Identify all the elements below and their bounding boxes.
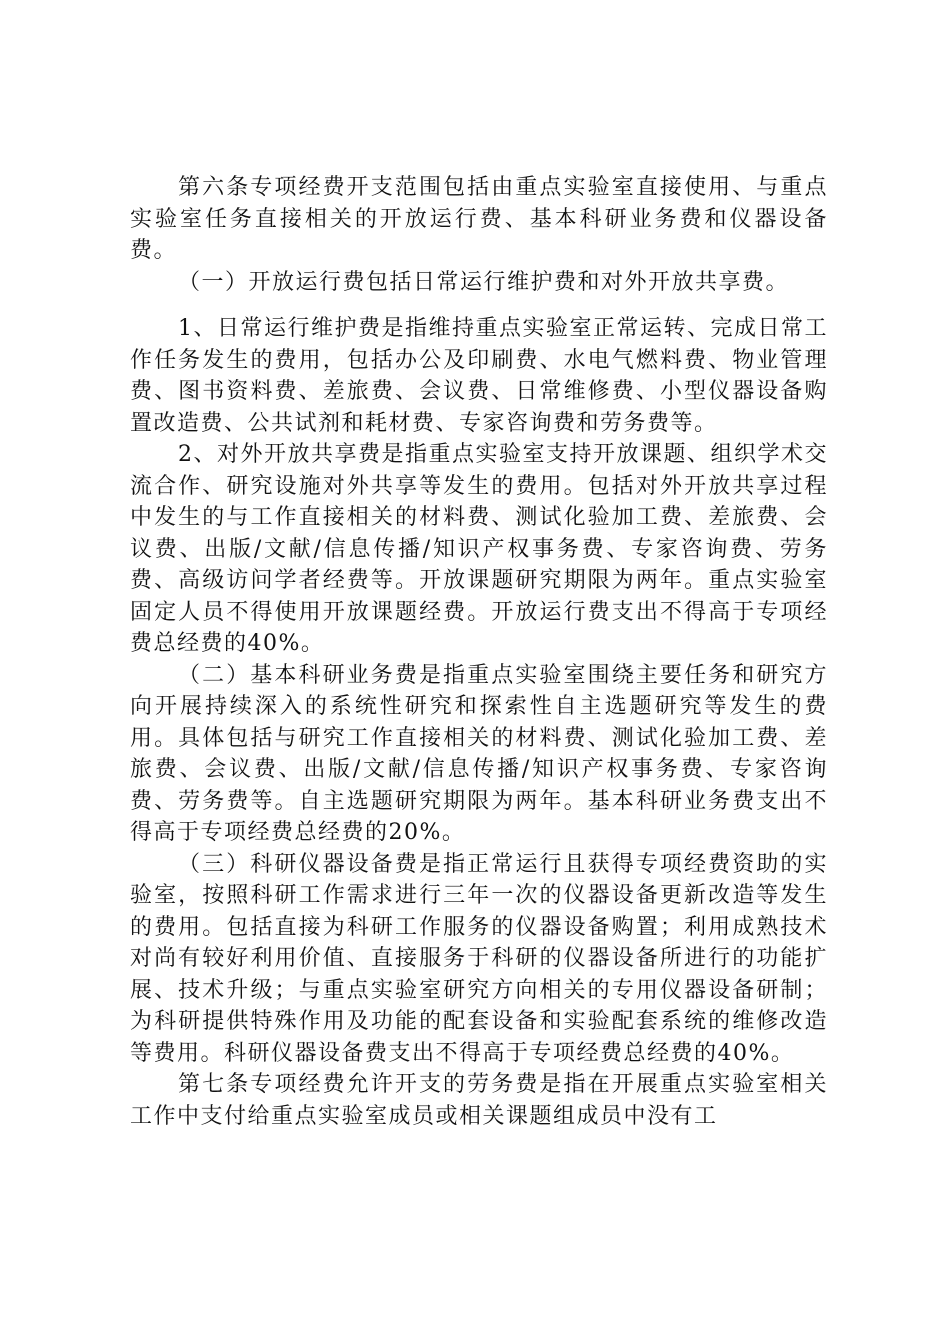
paragraph-article-7: 第七条专项经费允许开支的劳务费是指在开展重点实验室相关工作中支付给重点实验室成员或相关课题组成员中没有工 — [130, 1072, 828, 1129]
paragraph-section-1: （一）开放运行费包括日常运行维护费和对外开放共享费。 — [178, 269, 790, 295]
paragraph-article-6: 第六条专项经费开支范围包括由重点实验室直接使用、与重点实验室任务直接相关的开放运行费、基本科研业务费和仪器设备费。 — [130, 175, 828, 263]
paragraph-item-2-open-sharing: 2、对外开放共享费是指重点实验室支持开放课题、组织学术交流合作、研究设施对外共享等发生的费用。包括对外开放共享过程中发生的与工作直接相关的材料费、测试化验加工费、差旅费、会议费、出版/文献/信息传播/知识产权事务费、专家咨询费、劳务费、高级访问学者经费等。开放课题研究期限为两年。重点实验室固定人员不得使用开放课题经费。开放运行费支出不得高于专项经费总经费的40%。 — [130, 442, 828, 656]
paragraph-item-1-daily-maintenance: 1、日常运行维护费是指维持重点实验室正常运转、完成日常工作任务发生的费用，包括办公及印刷费、水电气燃料费、物业管理费、图书资料费、差旅费、会议费、日常维修费、小型仪器设备购置改造费、公共试剂和耗材费、专家咨询费和劳务费等。 — [130, 316, 828, 436]
paragraph-section-3: （三）科研仪器设备费是指正常运行且获得专项经费资助的实验室，按照科研工作需求进行三年一次的仪器设备更新改造等发生的费用。包括直接为科研工作服务的仪器设备购置；利用成熟技术对尚有较好利用价值、直接服务于科研的仪器设备所进行的功能扩展、技术升级；与重点实验室研究方向相关的专用仪器设备研制；为科研提供特殊作用及功能的配套设备和实验配套系统的维修改造等费用。科研仪器设备费支出不得高于专项经费总经费的40%。 — [130, 851, 828, 1066]
paragraph-section-2: （二）基本科研业务费是指重点实验室围绕主要任务和研究方向开展持续深入的系统性研究和探索性自主选题研究等发生的费用。具体包括与研究工作直接相关的材料费、测试化验加工费、差旅费、会议费、出版/文献/信息传播/知识产权事务费、专家咨询费、劳务费等。自主选题研究期限为两年。基本科研业务费支出不得高于专项经费总经费的20%。 — [130, 662, 828, 845]
document-page — [130, 172, 828, 1132]
